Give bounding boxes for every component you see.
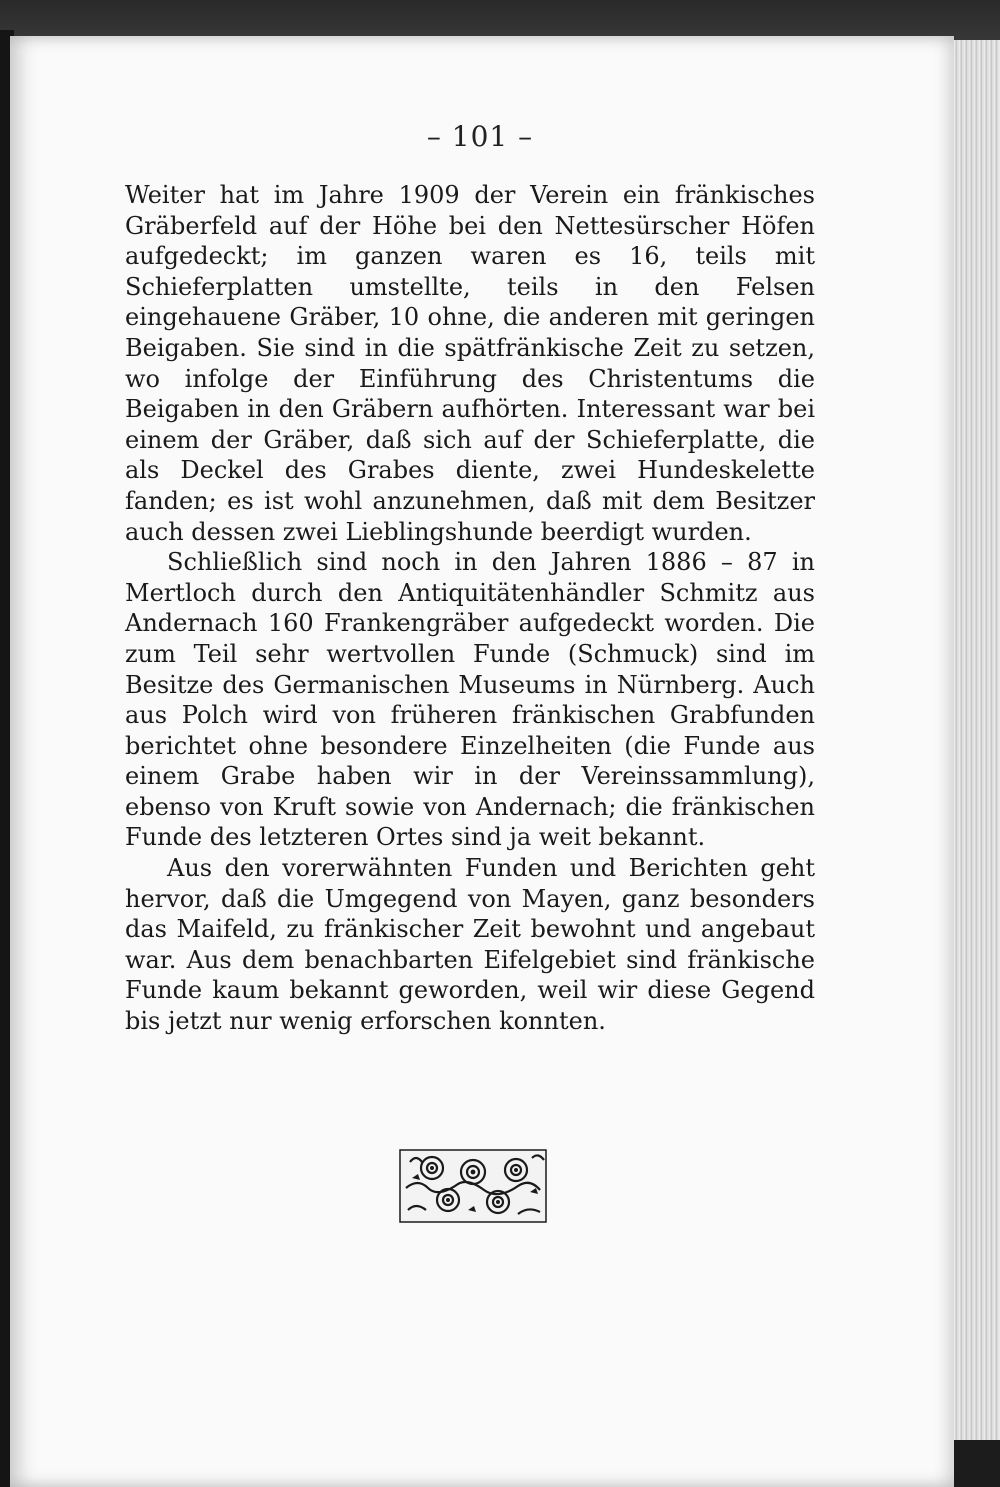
body-text bbox=[125, 180, 815, 1037]
paragraph-3: Aus den vorerwähnten Funden und Berichten geht hervor, daß die Umgegend von Mayen, ganz besonders das Maifeld, zu fränkischer Zeit bewohnt und angebaut war. Aus dem benachbarten Eifelgebiet sind fränkische Funde kaum bekannt geworden, weil wir diese Gegend bis jetzt nur wenig erforschen konnten. bbox=[125, 854, 815, 1036]
page-number: – 101 – bbox=[426, 120, 534, 153]
paragraph-2: Schließlich sind noch in den Jahren 1886 – 87 in Mertloch durch den Antiquitätenhändler Schmitz aus Andernach 160 Frankengräber aufgedeckt worden. Die zum Teil sehr wertvollen Funde (Schmuck) sind im Besitze des Germanischen Museums in Nürnberg. Auch aus Polch wird von früheren fränkischen Grabfunden berichtet ohne besondere Einzelheiten (die Funde aus einem Grabe haben wir in der Vereinssammlung), ebenso von Kruft sowie von Andernach; die fränkischen Funde des letzteren Ortes sind ja weit bekannt. bbox=[125, 548, 815, 852]
paragraph-1: Weiter hat im Jahre 1909 der Verein ein fränkisches Gräberfeld auf der Höhe bei den Nettesürscher Höfen aufgedeckt; im ganzen waren es 16, teils mit Schieferplatten umstellte, teils in den Felsen eingehauene Gräber, 10 ohne, die anderen mit geringen Beigaben. Sie sind in die spätfränkische Zeit zu setzen, wo infolge der Einführung des Christentums die Beigaben in den Gräbern aufhörten. Interessant war bei einem der Gräber, daß sich auf der Schieferplatte, die als Deckel des Grabes diente, zwei Hundeskelette fanden; es ist wohl anzunehmen, daß mit dem Besitzer auch dessen zwei Lieblingshunde beerdigt wurden. bbox=[125, 181, 815, 546]
rose-vignette-icon bbox=[398, 1148, 548, 1224]
